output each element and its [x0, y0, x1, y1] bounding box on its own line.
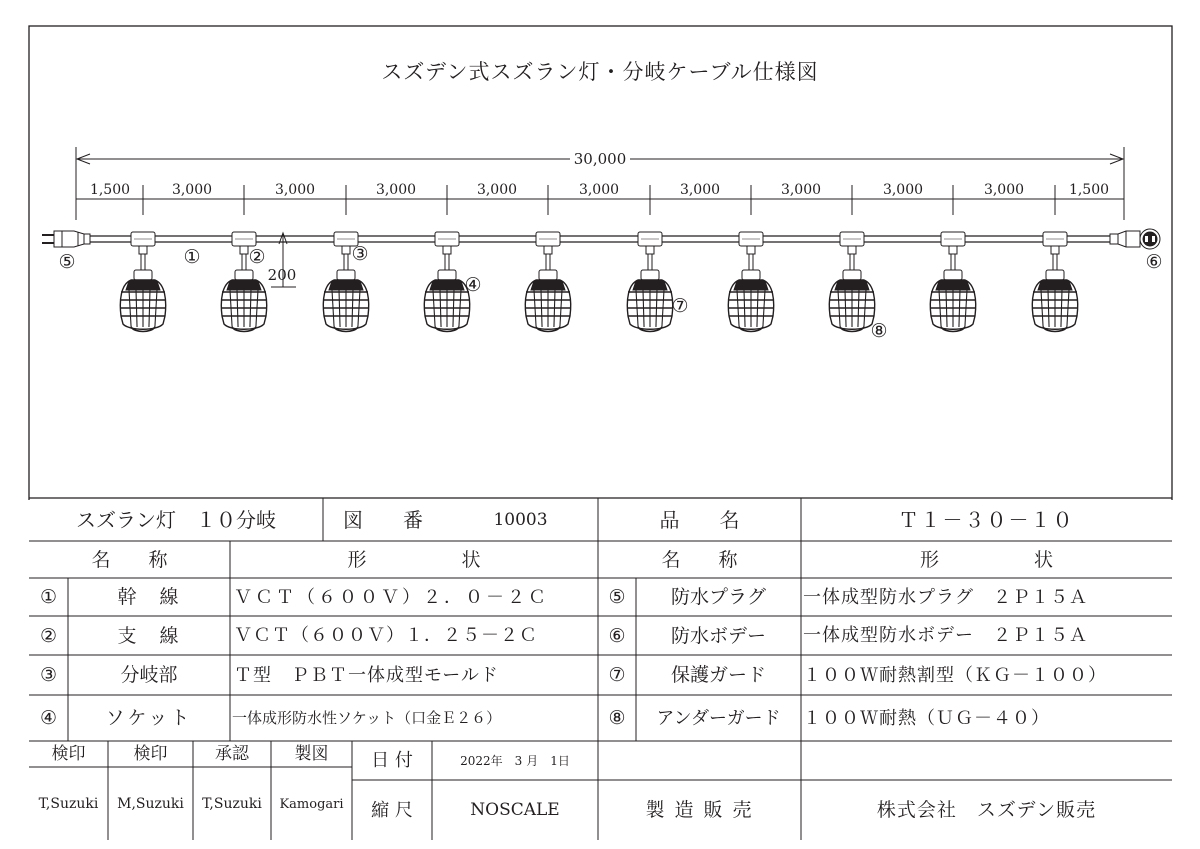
segment-label: 3,000	[476, 182, 518, 198]
spec-shape: 一体成型防水プラグ ２Ｐ１５Ａ	[803, 586, 1088, 608]
spec-shape: 一体成形防水性ソケット（口金Ｅ２６）	[232, 709, 502, 727]
approval-label: 検印	[133, 744, 168, 764]
segment-label: 3,000	[679, 182, 721, 198]
product-type: スズラン灯 １０分岐	[76, 508, 276, 532]
col-header-name: 名 称	[91, 548, 168, 571]
spec-no: ①	[39, 586, 58, 608]
spec-name: ソケット	[105, 707, 193, 729]
col-header-name-2: 名 称	[661, 548, 738, 571]
spec-name: 支 線	[117, 624, 181, 647]
callout-8: ⑧	[870, 319, 888, 342]
callout-1: ①	[183, 245, 201, 268]
callout-2: ②	[248, 245, 266, 268]
approval-name: T,Suzuki	[38, 796, 99, 812]
spec-name: 分岐部	[120, 664, 178, 686]
spec-shape: 一体成型防水ボデー ２Ｐ１５Ａ	[803, 625, 1088, 646]
segment-label: 1,500	[89, 182, 131, 198]
scale-value: NOSCALE	[470, 800, 560, 820]
spec-name: 防水ボデー	[670, 624, 766, 647]
maker-label: 製 造 販 売	[645, 799, 754, 821]
segment-label: 3,000	[578, 182, 620, 198]
approval-name: Kamogari	[279, 796, 344, 812]
spec-no: ⑦	[608, 664, 626, 686]
spec-name: 防水プラグ	[670, 586, 766, 608]
spec-name: 保護ガード	[670, 664, 766, 686]
product-name-label: 品 名	[659, 508, 740, 532]
approval-name: M,Suzuki	[117, 796, 184, 812]
callout-4: ④	[464, 273, 482, 296]
segment-label: 3,000	[274, 182, 316, 198]
date-label: 日 付	[371, 750, 413, 771]
date-month-unit: 月	[526, 754, 539, 768]
spec-no: ⑧	[608, 707, 626, 729]
spec-no: ②	[39, 624, 58, 647]
spec-shape: １００Ｗ耐熱割型（ＫＧ－１００）	[803, 664, 1107, 686]
approval-label: 検印	[51, 744, 86, 764]
spec-no: ③	[39, 664, 58, 686]
callout-3: ③	[351, 242, 369, 265]
date-day: 1	[550, 754, 558, 768]
segment-label: 3,000	[983, 182, 1025, 198]
spec-no: ⑥	[608, 624, 626, 647]
approval-label: 製図	[294, 744, 329, 764]
product-name: Ｔ１－３０－１０	[898, 508, 1075, 532]
segment-label: 1,500	[1068, 182, 1110, 198]
overall-length-label: 30,000	[573, 149, 627, 168]
date-year-unit: 年	[490, 754, 503, 768]
drawing-title: スズデン式スズラン灯・分岐ケーブル仕様図	[381, 59, 819, 84]
spec-no: ④	[39, 707, 58, 729]
spec-shape: ＶＣＴ（６００Ｖ）１．２５－２Ｃ	[234, 625, 538, 646]
date-month: 3	[514, 754, 523, 768]
spec-shape: Ｔ型 ＰＢＴ一体成型モールド	[234, 664, 499, 686]
col-header-shape-2: 形 状	[919, 548, 1053, 571]
scale-label: 縮 尺	[371, 799, 413, 821]
date-value	[432, 742, 598, 780]
spec-name: 幹 線	[117, 586, 181, 608]
segment-label: 3,000	[171, 182, 213, 198]
callout-6: ⑥	[1145, 250, 1163, 273]
segment-label: 3,000	[780, 182, 822, 198]
drawing-number: 10003	[493, 509, 548, 530]
spec-name: アンダーガード	[656, 707, 781, 729]
drawing-number-label: 図 番	[343, 508, 423, 532]
callout-7: ⑦	[671, 294, 689, 317]
spec-shape: ＶＣＴ（６００Ｖ）２．０－２Ｃ	[234, 586, 549, 608]
col-header-shape: 形 状	[347, 548, 481, 571]
spec-shape: １００Ｗ耐熱（ＵＧ－４０）	[803, 707, 1050, 729]
segment-label: 3,000	[375, 182, 417, 198]
callout-5: ⑤	[58, 250, 76, 273]
date-year: 2022	[460, 754, 491, 768]
segment-label: 3,000	[882, 182, 924, 198]
date-day-unit: 日	[557, 754, 570, 768]
drop-length-label: 200	[267, 265, 297, 284]
spec-no: ⑤	[608, 586, 626, 608]
maker-value: 株式会社 スズデン販売	[876, 799, 1097, 821]
approval-name: T,Suzuki	[202, 796, 262, 812]
approval-label: 承認	[215, 744, 249, 764]
